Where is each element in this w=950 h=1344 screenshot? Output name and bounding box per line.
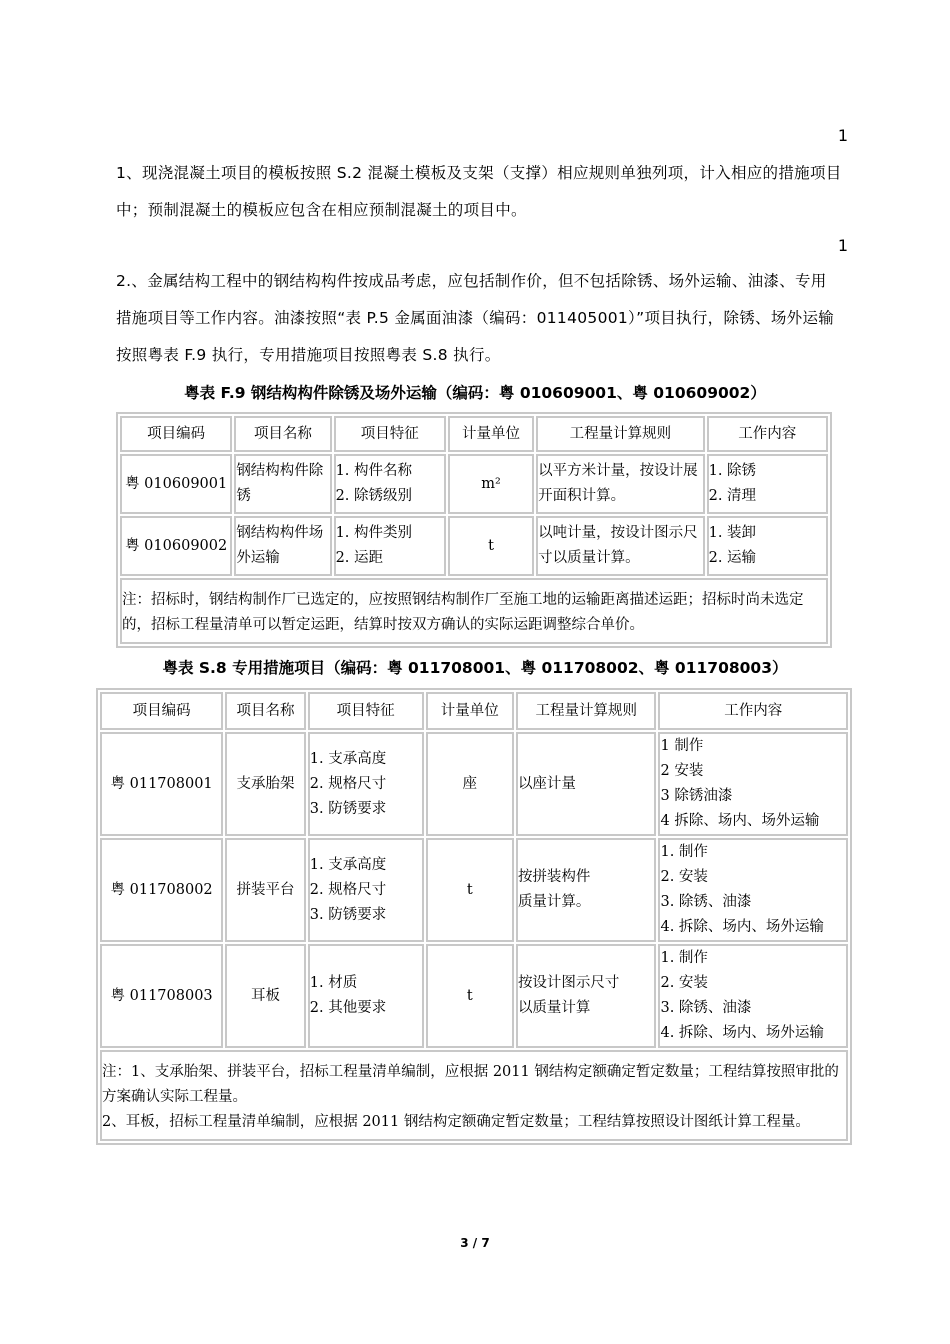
rule-line: 质量计算。: [517, 894, 591, 910]
feature-line: 3. 防锈要求: [309, 800, 387, 817]
item-unit: 座: [426, 732, 514, 836]
header-cell: 工作内容: [707, 416, 828, 452]
header-cell: 项目编码: [100, 692, 223, 730]
table-header-row: [100, 692, 848, 730]
header-cell: 工作内容: [658, 692, 848, 730]
work-line: 2. 安装: [660, 975, 708, 991]
item-name: 耳板: [225, 944, 306, 1048]
item-name: 拼装平台: [225, 838, 306, 942]
table-f9: [116, 412, 832, 648]
table-note-row: [100, 1050, 848, 1141]
work-line: 2 安装: [660, 763, 704, 779]
item-features: [334, 516, 446, 576]
item-work: [658, 944, 848, 1048]
header-cell: 项目名称: [234, 416, 331, 452]
table-header-row: [120, 416, 828, 452]
item-name: 钢结构构件场外运输: [234, 516, 331, 576]
item-unit: t: [448, 516, 534, 576]
feature-line: 1. 支承高度: [309, 750, 387, 767]
item-code: 粤 010609001: [120, 454, 232, 514]
page-footer-number: 3 / 7: [460, 1236, 490, 1250]
item-unit: t: [426, 944, 514, 1048]
table-s8: [96, 688, 852, 1145]
item-features: [308, 838, 424, 942]
table-row: [120, 516, 828, 576]
work-line: 1. 制作: [660, 950, 708, 966]
item-code: 粤 011708003: [100, 944, 223, 1048]
item-name: 钢结构构件除锈: [234, 454, 331, 514]
table-row: [100, 838, 848, 942]
work-line: 3. 除锈、油漆: [660, 1000, 752, 1016]
page-marker: 1: [837, 236, 848, 255]
item-unit: t: [426, 838, 514, 942]
header-cell: 计量单位: [426, 692, 514, 730]
rule-line: 以质量计算: [517, 1000, 591, 1016]
item-name: 支承胎架: [225, 732, 306, 836]
work-line: 2. 安装: [660, 869, 708, 885]
header-cell: 工程量计算规则: [536, 416, 704, 452]
item-rule: [516, 838, 657, 942]
work-line: 3 除锈油漆: [660, 788, 733, 804]
note-line: 注：1、支承胎架、拼装平台，招标工程量清单编制，应根据 2011 钢结构定额确定暂定数量；工程结算按照审批的方案确认实际工程量。: [102, 1064, 839, 1105]
header-cell: 项目特征: [308, 692, 424, 730]
header-cell: 计量单位: [448, 416, 534, 452]
table2-title: 粤表 S.8 专用措施项目（编码：粤 011708001、粤 011708002、粤 011708003）: [162, 659, 788, 677]
item-rule: [516, 732, 657, 836]
item-work: [707, 516, 828, 576]
table-note: [100, 1050, 848, 1141]
rule-line: 以座计量: [517, 775, 576, 792]
work-line: 1. 装卸: [708, 525, 757, 541]
work-line: 4. 拆除、场内、场外运输: [660, 919, 824, 935]
table-row: [100, 732, 848, 836]
work-line: 1. 制作: [660, 844, 708, 860]
item-code: 粤 011708002: [100, 838, 223, 942]
table1-title: 粤表 F.9 钢结构构件除锈及场外运输（编码：粤 010609001、粤 010609002）: [184, 384, 766, 402]
feature-line: 2. 其他要求: [309, 1000, 387, 1016]
item-rule: 以吨计量，按设计图示尺寸以质量计算。: [536, 516, 704, 576]
header-cell: 工程量计算规则: [516, 692, 657, 730]
header-cell: 项目名称: [225, 692, 306, 730]
feature-line: 2. 运距: [335, 550, 384, 566]
paragraph-metal-structure: 2.、金属结构工程中的钢结构构件按成品考虑，应包括制作价，但不包括除锈、场外运输、油漆、专用措施项目等工作内容。油漆按照“表 P.5 金属面油漆（编码：011405001）”项目执行，除锈、场外运输按照粤表 F.9 执行，专用措施项目按照粤表 S.8 执行。: [116, 272, 835, 364]
work-line: 1. 除锈: [708, 463, 757, 479]
item-rule: [516, 944, 657, 1048]
feature-line: 1. 材质: [309, 975, 358, 991]
table-note: 注：招标时，钢结构制作厂已选定的，应按照钢结构制作厂至施工地的运输距离描述运距；招标时尚未选定的，招标工程量清单可以暂定运距，结算时按双方确认的实际运距调整综合单价。: [120, 578, 828, 644]
item-code: 粤 011708001: [100, 732, 223, 836]
feature-line: 1. 构件类别: [335, 525, 413, 541]
feature-line: 2. 规格尺寸: [309, 881, 387, 898]
work-line: 1 制作: [660, 738, 704, 754]
work-line: 4. 拆除、场内、场外运输: [660, 1025, 824, 1041]
item-features: [334, 454, 446, 514]
note-line: 2、耳板，招标工程量清单编制，应根据 2011 钢结构定额确定暂定数量；工程结算按照设计图纸计算工程量。: [102, 1114, 810, 1130]
paragraph-formwork: 1、现浇混凝土项目的模板按照 S.2 混凝土模板及支架（支撑）相应规则单独列项，计入相应的措施项目中；预制混凝土的模板应包含在相应预制混凝土的项目中。: [116, 164, 842, 219]
work-line: 3. 除锈、油漆: [660, 894, 752, 910]
header-cell: 项目特征: [334, 416, 446, 452]
rule-line: 按设计图示尺寸: [517, 975, 620, 991]
feature-line: 3. 防锈要求: [309, 906, 387, 923]
item-rule: 以平方米计量，按设计展开面积计算。: [536, 454, 704, 514]
header-cell: 项目编码: [120, 416, 232, 452]
item-unit: m²: [448, 454, 534, 514]
table-note-row: [120, 578, 828, 644]
item-features: [308, 944, 424, 1048]
item-features: [308, 732, 424, 836]
rule-line: 按拼装构件: [517, 869, 591, 885]
feature-line: 1. 构件名称: [335, 463, 413, 479]
item-code: 粤 010609002: [120, 516, 232, 576]
feature-line: 1. 支承高度: [309, 856, 387, 873]
page-marker: 1: [837, 126, 848, 145]
item-work: [658, 732, 848, 836]
work-line: 2. 清理: [708, 488, 757, 504]
table-row: [120, 454, 828, 514]
item-work: [707, 454, 828, 514]
table-row: [100, 944, 848, 1048]
feature-line: 2. 规格尺寸: [309, 775, 387, 792]
item-work: [658, 838, 848, 942]
feature-line: 2. 除锈级别: [335, 488, 413, 504]
work-line: 4 拆除、场内、场外运输: [660, 813, 820, 829]
work-line: 2. 运输: [708, 550, 757, 566]
